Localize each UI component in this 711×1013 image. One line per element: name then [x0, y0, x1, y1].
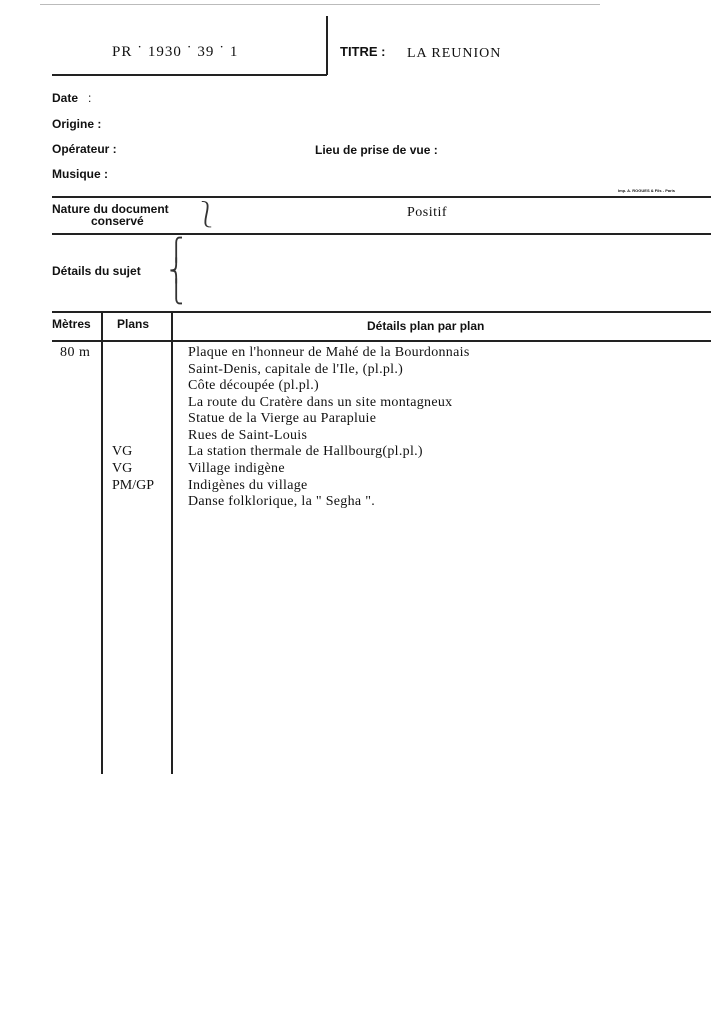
header-box-bottom-line [52, 74, 327, 76]
lieu-label: Lieu de prise de vue : [315, 143, 438, 157]
top-edge-line [40, 4, 600, 5]
ref-part-prefix: PR [112, 44, 133, 60]
plan-cell: VG [112, 461, 133, 476]
ref-separator: ˙ [219, 44, 226, 60]
titre-label: TITRE : [340, 44, 386, 59]
table-header-separator [52, 340, 711, 342]
header-box-right-line [326, 16, 328, 75]
detail-row: Indigènes du village [188, 478, 308, 493]
sujet-separator [52, 311, 711, 313]
ref-separator: ˙ [186, 44, 193, 60]
operateur-label: Opérateur : [52, 142, 117, 156]
detail-row: La route du Cratère dans un site montagneux [188, 395, 453, 410]
nature-label-line2: conservé [91, 214, 144, 228]
nature-label-line1: Nature du document [52, 202, 169, 216]
fields-separator [52, 196, 711, 198]
column-divider-metres [101, 312, 103, 774]
ref-part-index: 1 [229, 44, 239, 60]
detail-row: Danse folklorique, la " Segha ". [188, 494, 376, 509]
ref-separator: ˙ [137, 44, 144, 60]
musique-label: Musique : [52, 167, 108, 181]
reference-code [112, 44, 238, 61]
ref-part-year: 1930 [147, 44, 182, 60]
date-label [52, 91, 91, 105]
detail-row: Rues de Saint-Louis [188, 428, 308, 443]
ref-part-number: 39 [197, 44, 215, 60]
detail-row: Village indigène [188, 461, 285, 476]
detail-row: Statue de la Vierge au Parapluie [188, 411, 377, 426]
header-details: Détails plan par plan [367, 319, 485, 333]
sujet-brace-icon: ⎧ ⎨ ⎩ [168, 238, 184, 305]
header-plans: Plans [117, 317, 150, 331]
date-label-text: Date [52, 91, 79, 105]
detail-row: La station thermale de Hallbourg(pl.pl.) [188, 444, 423, 459]
printer-credit: Imp. A. ROGUES & Fils - Paris [618, 188, 675, 193]
detail-row: Côte découpée (pl.pl.) [188, 378, 320, 393]
metres-value: 80 m [60, 345, 91, 360]
origine-label: Origine : [52, 117, 102, 131]
plan-cell: PM/GP [112, 478, 155, 493]
date-colon: : [88, 91, 92, 105]
sujet-label: Détails du sujet [52, 264, 141, 278]
column-divider-plans [171, 312, 173, 774]
detail-row: Plaque en l'honneur de Mahé de la Bourdonnais [188, 345, 470, 360]
header-metres: Mètres [52, 317, 91, 331]
nature-separator [52, 233, 711, 235]
nature-brace-icon: ⎱ [194, 200, 220, 229]
plan-cell: VG [112, 444, 133, 459]
detail-row: Saint-Denis, capitale de l'Ile, (pl.pl.) [188, 362, 404, 377]
nature-label [52, 203, 169, 227]
nature-value: Positif [407, 205, 448, 220]
titre-value: LA REUNION [407, 46, 502, 61]
